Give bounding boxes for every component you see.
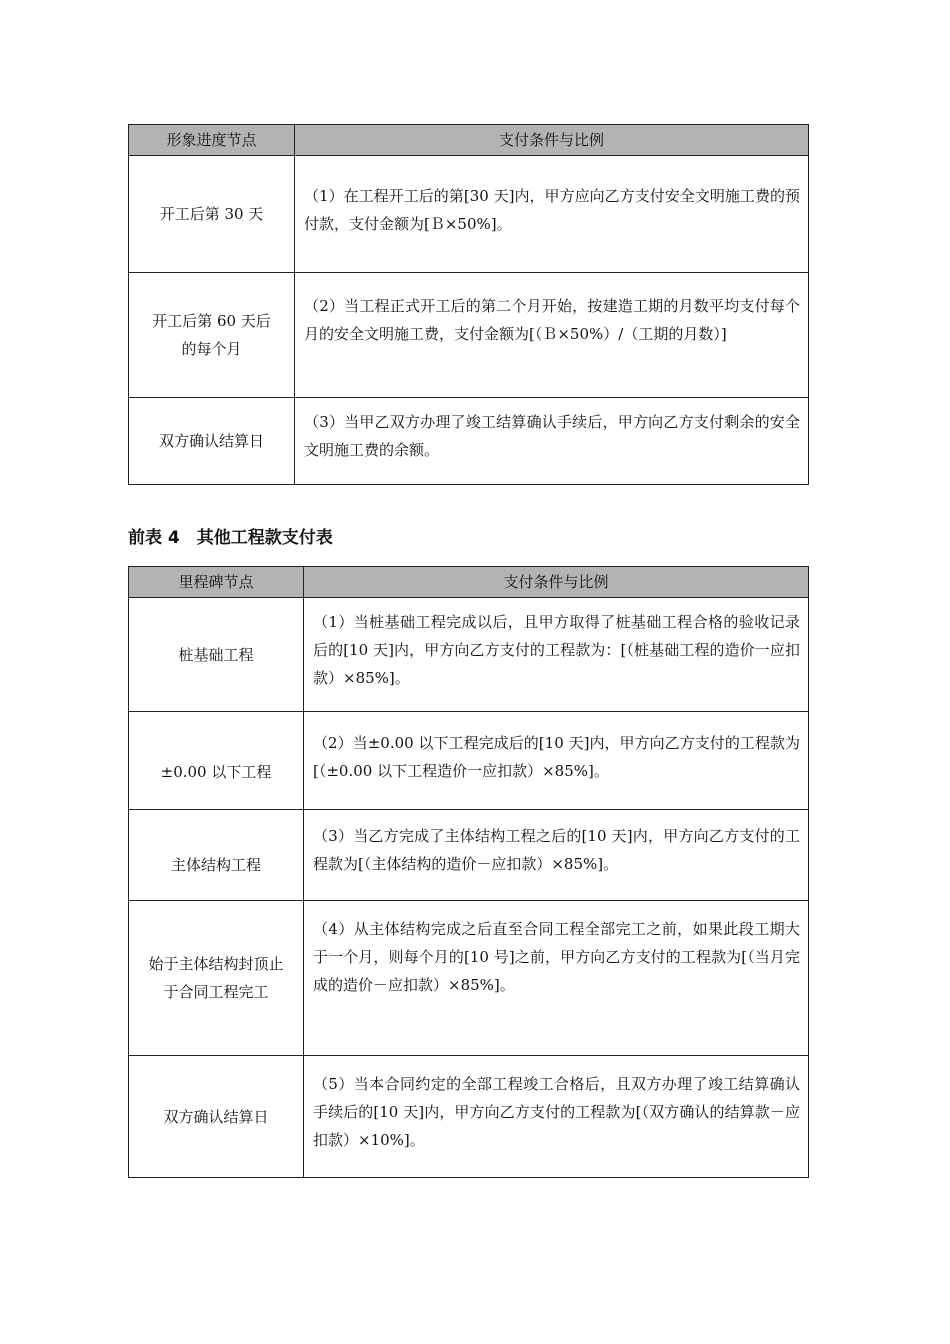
table-row	[129, 810, 809, 901]
column-header-payment-condition: 支付条件与比例	[295, 125, 809, 156]
table-row	[129, 598, 809, 712]
node-cell: 双方确认结算日	[129, 1056, 304, 1178]
node-cell: ±0.00 以下工程	[129, 712, 304, 810]
condition-cell: （1）当桩基础工程完成以后，且甲方取得了桩基础工程合格的验收记录后的[10 天]内，甲方向乙方支付的工程款为：[（桩基础工程的造价一应扣款）×85%]。	[304, 598, 809, 712]
table-row	[129, 398, 809, 485]
node-cell: 双方确认结算日	[129, 398, 295, 485]
column-header-progress-node: 形象进度节点	[129, 125, 295, 156]
node-cell: 开工后第 60 天后的每个月	[129, 273, 295, 398]
condition-cell: （2）当±0.00 以下工程完成后的[10 天]内，甲方向乙方支付的工程款为[（±0.00 以下工程造价一应扣款）×85%]。	[304, 712, 809, 810]
node-cell: 桩基础工程	[129, 598, 304, 712]
table-caption: 前表 4 其他工程款支付表	[128, 528, 333, 548]
safety-fee-payment-table	[128, 124, 809, 485]
table-header-row	[129, 567, 809, 598]
node-cell: 主体结构工程	[129, 810, 304, 901]
column-header-payment-condition: 支付条件与比例	[304, 567, 809, 598]
condition-cell: （2）当工程正式开工后的第二个月开始，按建造工期的月数平均支付每个月的安全文明施工费，支付金额为[（Ｂ×50%）/（工期的月数）]	[295, 273, 809, 398]
other-payment-table	[128, 566, 809, 1178]
table-row	[129, 156, 809, 273]
condition-cell: （4）从主体结构完成之后直至合同工程全部完工之前，如果此段工期大于一个月，则每个月的[10 号]之前，甲方向乙方支付的工程款为[（当月完成的造价－应扣款）×85%]。	[304, 901, 809, 1056]
condition-cell: （3）当乙方完成了主体结构工程之后的[10 天]内，甲方向乙方支付的工程款为[（主体结构的造价－应扣款）×85%]。	[304, 810, 809, 901]
column-header-milestone-node: 里程碑节点	[129, 567, 304, 598]
condition-cell: （3）当甲乙双方办理了竣工结算确认手续后，甲方向乙方支付剩余的安全文明施工费的余额。	[295, 398, 809, 485]
condition-cell: （1）在工程开工后的第[30 天]内，甲方应向乙方支付安全文明施工费的预付款，支付金额为[Ｂ×50%]。	[295, 156, 809, 273]
table-header-row	[129, 125, 809, 156]
node-cell: 始于主体结构封顶止于合同工程完工	[129, 901, 304, 1056]
table-row	[129, 273, 809, 398]
table-row	[129, 712, 809, 810]
table-row	[129, 901, 809, 1056]
condition-cell: （5）当本合同约定的全部工程竣工合格后，且双方办理了竣工结算确认手续后的[10 天]内，甲方向乙方支付的工程款为[（双方确认的结算款－应扣款）×10%]。	[304, 1056, 809, 1178]
table-row	[129, 1056, 809, 1178]
node-cell: 开工后第 30 天	[129, 156, 295, 273]
